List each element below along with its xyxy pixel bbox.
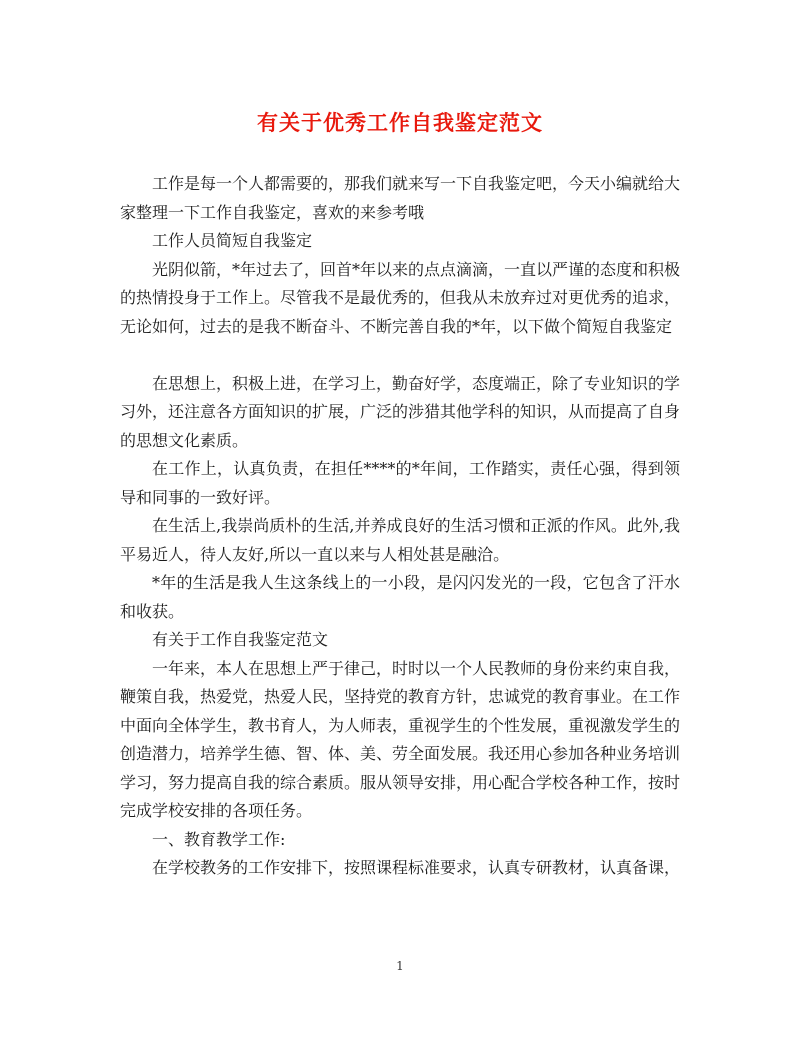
- document-body: [120, 170, 680, 883]
- intro-paragraph: 工作是每一个人都需要的，那我们就来写一下自我鉴定吧，今天小编就给大家整理一下工作自我鉴定，喜欢的来参考哦: [120, 174, 681, 222]
- paragraph-ideology: 在思想上，积极上进，在学习上，勤奋好学，态度端正，除了专业知识的学习外，还注意各方面知识的扩展，广泛的涉猎其他学科的知识，从而提高了自身的思想文化素质。: [120, 373, 681, 450]
- document-title: 有关于优秀工作自我鉴定范文: [257, 110, 543, 135]
- page-number: 1: [396, 959, 404, 973]
- section-heading-short-appraisal: 工作人员简短自我鉴定: [152, 231, 313, 250]
- paragraph-overview: 光阴似箭，*年过去了，回首*年以来的点点滴滴，一直以严谨的态度和积极的热情投身于工作上。尽管我不是最优秀的，但我从未放弃过对更优秀的追求，无论如何，过去的是我不断奋斗、不断完善自我的*年，以下做个简短自我鉴定: [120, 259, 681, 336]
- paragraph-year-review: 一年来，本人在思想上严于律己，时时以一个人民教师的身份来约束自我，鞭策自我，热爱党，热爱人民，坚持党的教育方针，忠诚党的教育事业。在工作中面向全体学生，教书育人，为人师表，重视学生的个性发展，重视激发学生的创造潜力，培养学生德、智、体、美、劳全面发展。我还用心参加各种业务培训学习，努力提高自我的综合素质。服从领导安排，用心配合学校各种工作，按时完成学校安排的各项任务。: [120, 658, 681, 820]
- paragraph-life: 在生活上,我崇尚质朴的生活,并养成良好的生活习惯和正派的作风。此外,我平易近人，待人友好,所以一直以来与人相处甚是融洽。: [120, 516, 680, 564]
- section-heading-teaching: 一、教育教学工作:: [152, 829, 286, 849]
- paragraph-summary: *年的生活是我人生这条线上的一小段，是闪闪发光的一段，它包含了汗水和收获。: [120, 573, 680, 621]
- paragraph-work: 在工作上，认真负责，在担任****的*年间，工作踏实，责任心强，得到领导和同事的一致好评。: [120, 459, 680, 507]
- section-heading-sample-essay: 有关于工作自我鉴定范文: [152, 630, 329, 649]
- paragraph-teaching: 在学校教务的工作安排下，按照课程标准要求，认真专研教材，认真备课，: [152, 858, 681, 877]
